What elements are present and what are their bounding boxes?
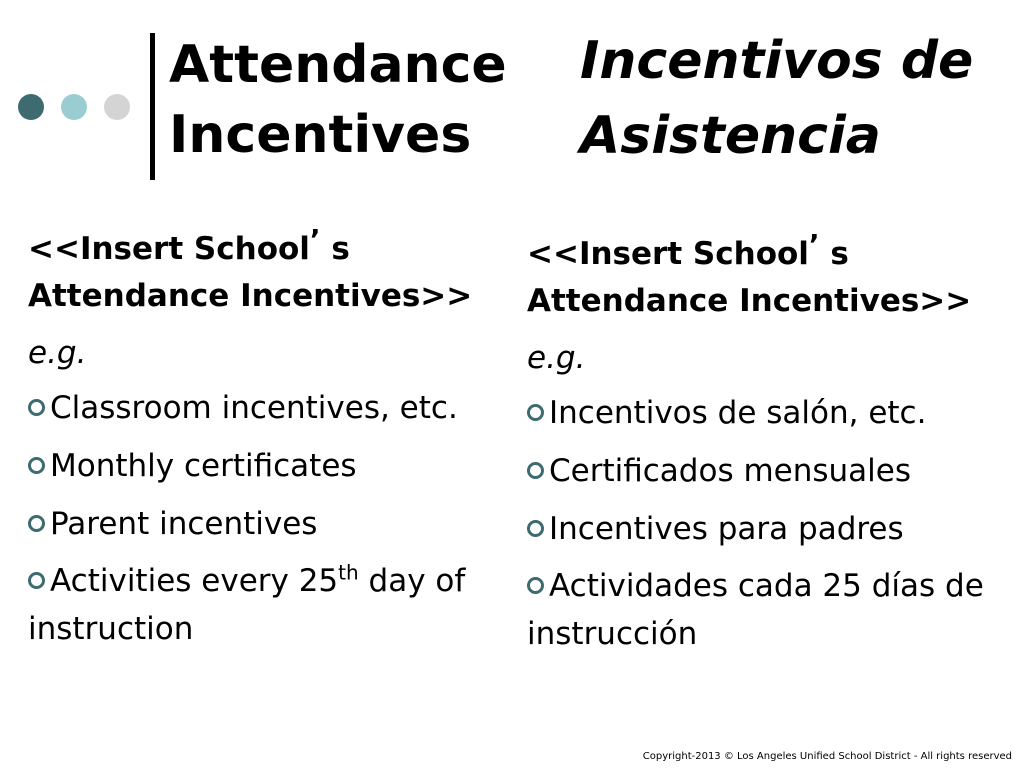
list-item-text-end: day of instruction xyxy=(28,563,466,647)
spanish-list xyxy=(527,388,997,658)
list-item xyxy=(28,383,498,433)
list-item xyxy=(527,446,997,496)
list-item-text: Classroom incentives, etc. xyxy=(50,390,458,426)
example-label: e.g. xyxy=(527,340,586,376)
heading-part2: s xyxy=(320,231,350,267)
bullet-ring-icon xyxy=(28,399,45,416)
title-divider xyxy=(150,33,155,180)
list-item-text: Monthly certificates xyxy=(50,448,357,484)
list-item xyxy=(28,499,498,549)
list-item-text-start: Activities every 25 xyxy=(50,563,339,599)
heading-line2: Attendance Incentives>> xyxy=(28,278,473,314)
list-item-text: Actividades cada 25 días de instrucción xyxy=(527,568,984,652)
english-heading xyxy=(28,223,498,319)
gray-dot-icon xyxy=(104,94,130,120)
list-item-text: Incentives para padres xyxy=(549,511,904,547)
heading-apostrophe: ’ xyxy=(309,223,321,256)
ordinal-suffix: th xyxy=(338,560,359,585)
bullet-ring-icon xyxy=(28,572,45,589)
spanish-heading xyxy=(527,228,997,324)
title-english-line2: Incentives xyxy=(169,105,472,165)
list-item xyxy=(527,562,997,658)
example-label: e.g. xyxy=(28,335,87,371)
title-spanish xyxy=(580,24,1000,174)
bullet-ring-icon xyxy=(527,462,544,479)
heading-part2: s xyxy=(819,236,849,272)
title-english-line1: Attendance xyxy=(169,35,507,95)
title-english xyxy=(169,30,509,170)
decorative-dots xyxy=(18,94,138,120)
bullet-ring-icon xyxy=(527,404,544,421)
english-column xyxy=(28,223,498,661)
title-spanish-line2: Asistencia xyxy=(580,106,881,166)
title-spanish-line1: Incentivos de xyxy=(580,31,974,91)
spanish-column xyxy=(527,228,997,666)
heading-apostrophe: ’ xyxy=(808,228,820,261)
english-list xyxy=(28,383,498,653)
list-item-text: Incentivos de salón, etc. xyxy=(549,395,927,431)
list-item-text: Certificados mensuales xyxy=(549,453,911,489)
list-item-text: Parent incentives xyxy=(50,506,318,542)
copyright-footer: Copyright-2013 © Los Angeles Unified School District - All rights reserved xyxy=(642,751,1012,762)
heading-part1: <<Insert School xyxy=(28,231,310,267)
bullet-ring-icon xyxy=(28,515,45,532)
list-item xyxy=(28,441,498,491)
heading-line2: Attendance Incentives>> xyxy=(527,283,972,319)
light-teal-dot-icon xyxy=(61,94,87,120)
bullet-ring-icon xyxy=(527,520,544,537)
list-item xyxy=(527,388,997,438)
bullet-ring-icon xyxy=(527,577,544,594)
list-item xyxy=(527,504,997,554)
heading-part1: <<Insert School xyxy=(527,236,809,272)
dark-teal-dot-icon xyxy=(18,94,44,120)
list-item xyxy=(28,557,498,653)
bullet-ring-icon xyxy=(28,457,45,474)
